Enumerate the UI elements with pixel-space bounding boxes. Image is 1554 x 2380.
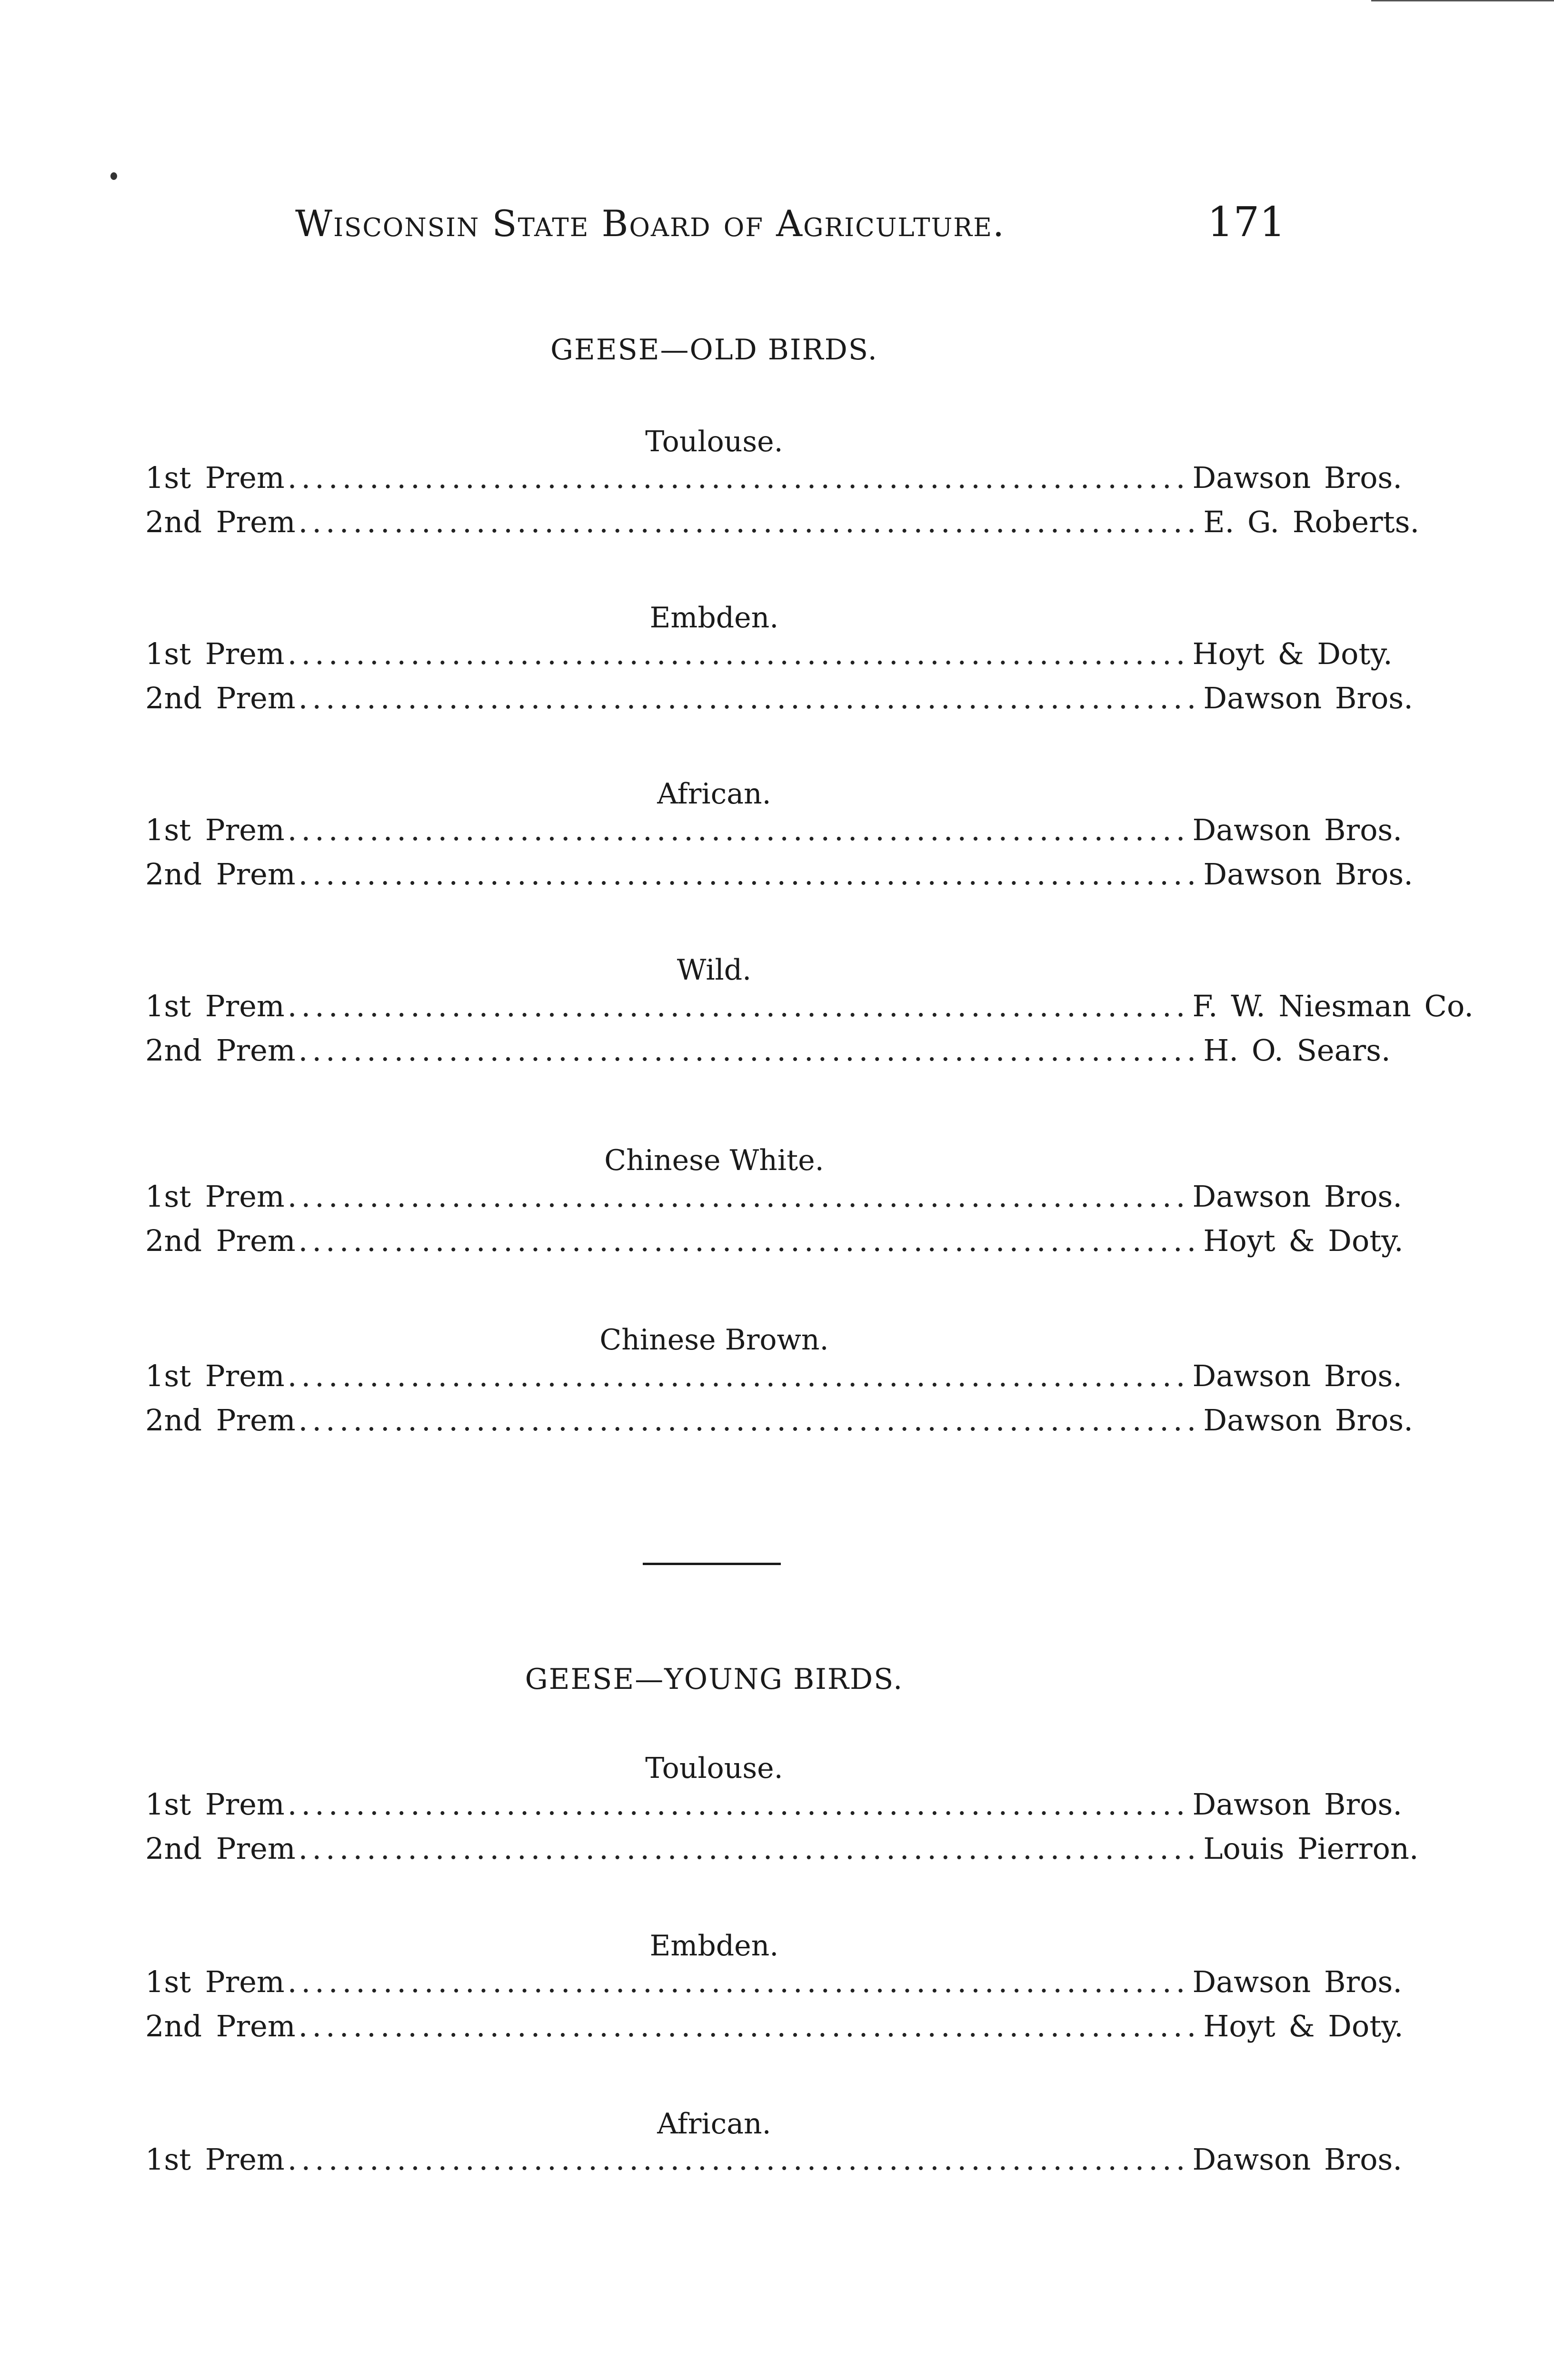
section-title-old-birds: GEESE—OLD BIRDS. <box>550 333 878 367</box>
winner-name: Hoyt & Doty. <box>1192 636 1393 671</box>
prize-label: 1st Prem <box>145 1359 285 1393</box>
dot-leader: .................................................................. <box>287 1787 1190 1822</box>
prize-label: 1st Prem <box>145 1787 285 1822</box>
prize-label: 2nd Prem <box>145 1033 296 1068</box>
dot-leader: .................................................................. <box>287 1964 1190 1999</box>
scan-edge-line <box>1371 0 1554 1</box>
scan-speck <box>110 172 117 180</box>
dot-leader: .................................................................. <box>298 2009 1201 2043</box>
dot-leader: .................................................................. <box>287 1179 1190 1214</box>
dot-leader: .................................................................. <box>287 2142 1190 2177</box>
premium-row <box>145 1399 1413 1438</box>
group-title: Embden. <box>649 601 779 635</box>
page-number: 171 <box>1207 198 1285 246</box>
winner-name: Dawson Bros. <box>1192 813 1403 847</box>
premium-row <box>145 633 1393 671</box>
winner-name: Dawson Bros. <box>1203 681 1413 715</box>
winner-name: Hoyt & Doty. <box>1203 2009 1404 2043</box>
group-title: Wild. <box>677 953 752 987</box>
winner-name: Dawson Bros. <box>1192 1964 1403 1999</box>
winner-name: Hoyt & Doty. <box>1203 1223 1404 1258</box>
prize-label: 2nd Prem <box>145 1831 296 1866</box>
premium-row <box>145 1355 1403 1393</box>
group-title: African. <box>657 777 771 811</box>
prize-label: 1st Prem <box>145 1964 285 1999</box>
page-header <box>295 198 1285 255</box>
running-title: Wisconsin State Board of Agriculture. <box>295 202 1006 245</box>
prize-label: 2nd Prem <box>145 681 296 715</box>
prize-label: 2nd Prem <box>145 2009 296 2043</box>
premium-row <box>145 809 1403 847</box>
dot-leader: .................................................................. <box>298 505 1201 539</box>
dot-leader: .................................................................. <box>298 857 1201 892</box>
winner-name: Dawson Bros. <box>1203 1403 1413 1438</box>
prize-label: 2nd Prem <box>145 857 296 892</box>
dot-leader: .................................................................. <box>298 1831 1201 1866</box>
section-title-young-birds: GEESE—YOUNG BIRDS. <box>525 1663 904 1696</box>
dot-leader: .................................................................. <box>298 1403 1201 1438</box>
dot-leader: .................................................................. <box>287 989 1190 1023</box>
group-title: African. <box>657 2107 771 2141</box>
dot-leader: .................................................................. <box>287 636 1190 671</box>
dot-leader: .................................................................. <box>287 813 1190 847</box>
dot-leader: .................................................................. <box>287 1359 1190 1393</box>
dot-leader: .................................................................. <box>298 1033 1201 1068</box>
prize-label: 1st Prem <box>145 989 285 1023</box>
prize-label: 1st Prem <box>145 1179 285 1214</box>
group-title: Chinese Brown. <box>599 1323 829 1357</box>
prize-label: 1st Prem <box>145 2142 285 2177</box>
winner-name: Dawson Bros. <box>1192 1787 1403 1822</box>
group-title: Embden. <box>649 1929 779 1963</box>
premium-row <box>145 1828 1419 1866</box>
winner-name: Dawson Bros. <box>1192 1179 1403 1214</box>
section-divider-rule <box>643 1563 781 1565</box>
premium-row <box>145 1176 1403 1214</box>
winner-name: F. W. Niesman Co. <box>1192 989 1474 1023</box>
premium-row <box>145 1030 1391 1068</box>
premium-row <box>145 2005 1404 2043</box>
prize-label: 1st Prem <box>145 636 285 671</box>
prize-label: 1st Prem <box>145 460 285 495</box>
prize-label: 2nd Prem <box>145 505 296 539</box>
premium-row <box>145 457 1403 495</box>
premium-row <box>145 1961 1403 1999</box>
premium-row <box>145 1220 1404 1258</box>
group-title: Toulouse. <box>645 425 783 458</box>
winner-name: E. G. Roberts. <box>1203 505 1420 539</box>
premium-row <box>145 2139 1403 2177</box>
group-title: Chinese White. <box>604 1144 824 1177</box>
winner-name: H. O. Sears. <box>1203 1033 1391 1068</box>
premium-row <box>145 677 1413 715</box>
premium-row <box>145 985 1474 1023</box>
premium-row <box>145 853 1413 892</box>
dot-leader: .................................................................. <box>287 460 1190 495</box>
group-title: Toulouse. <box>645 1752 783 1785</box>
prize-label: 2nd Prem <box>145 1403 296 1438</box>
winner-name: Louis Pierron. <box>1203 1831 1419 1866</box>
dot-leader: .................................................................. <box>298 1223 1201 1258</box>
dot-leader: .................................................................. <box>298 681 1201 715</box>
prize-label: 2nd Prem <box>145 1223 296 1258</box>
winner-name: Dawson Bros. <box>1192 1359 1403 1393</box>
premium-row <box>145 501 1420 539</box>
premium-row <box>145 1784 1403 1822</box>
winner-name: Dawson Bros. <box>1192 2142 1403 2177</box>
prize-label: 1st Prem <box>145 813 285 847</box>
winner-name: Dawson Bros. <box>1203 857 1413 892</box>
winner-name: Dawson Bros. <box>1192 460 1403 495</box>
